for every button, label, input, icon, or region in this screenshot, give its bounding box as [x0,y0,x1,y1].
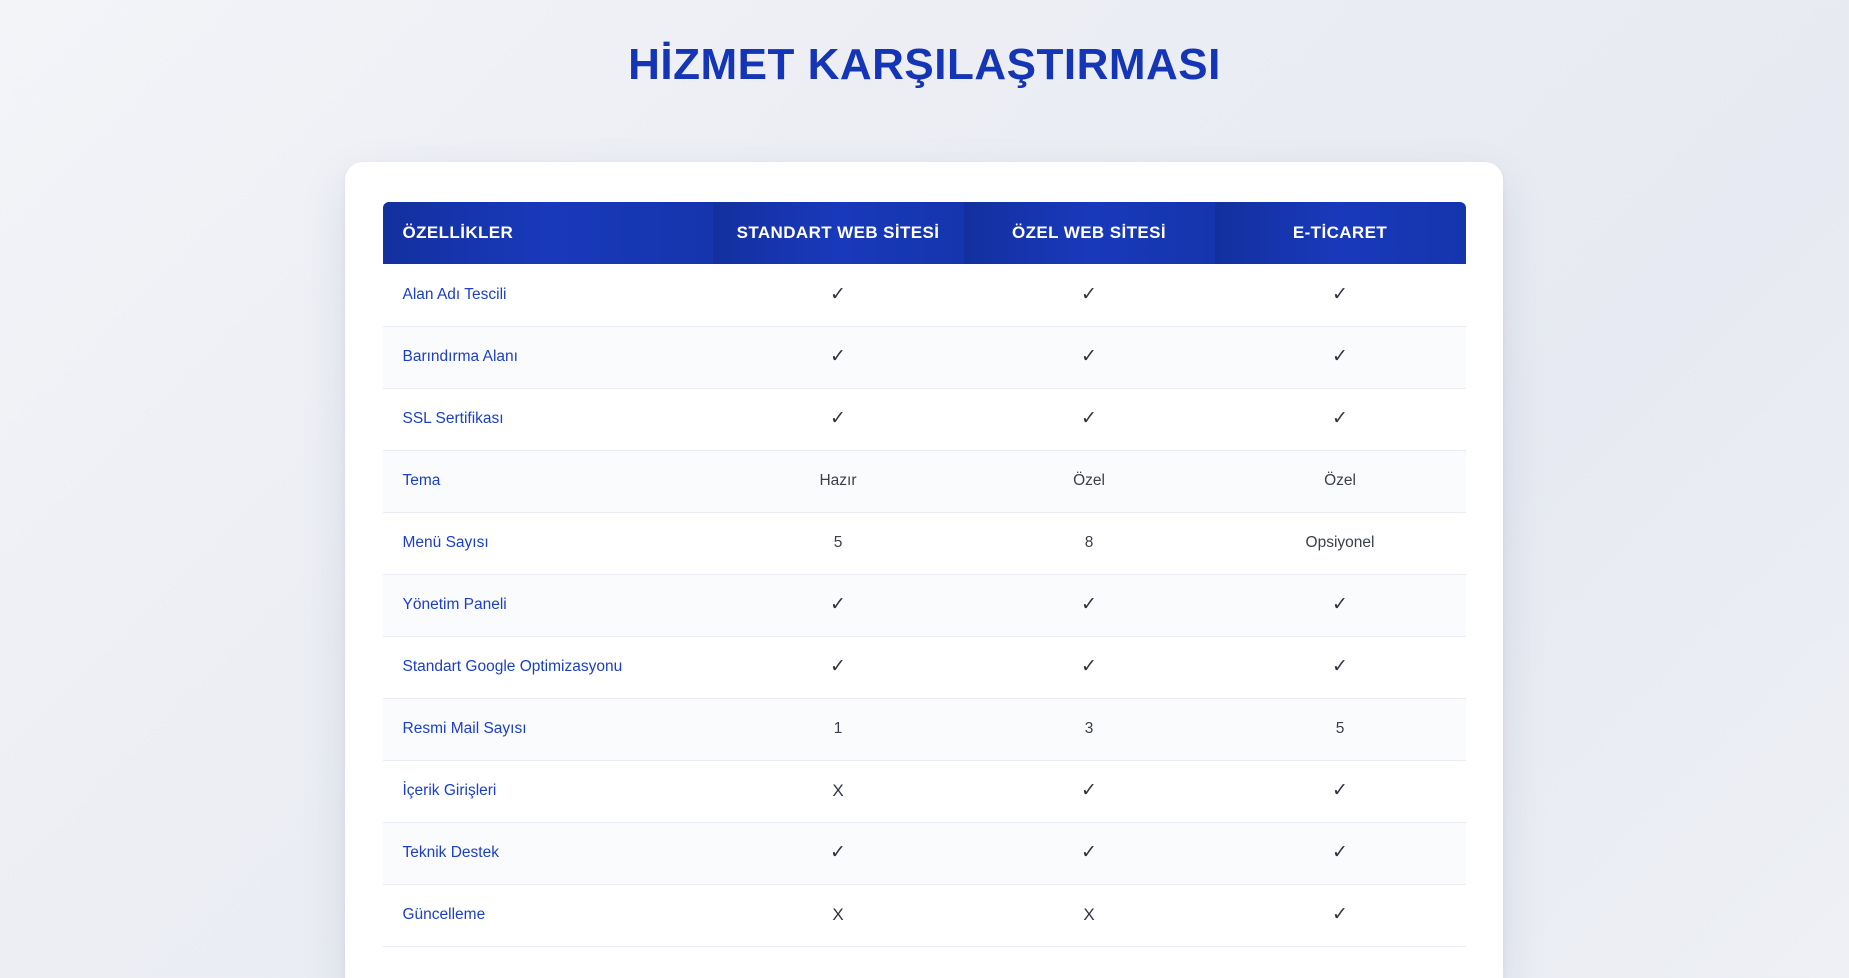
table-header [383,202,1466,264]
check-icon: ✓ [1081,408,1097,429]
row-feature-label: Barındırma Alanı [383,326,713,388]
cross-icon: X [1083,904,1095,924]
row-feature-label: Yönetim Paneli [383,574,713,636]
row-value-eticaret: Opsiyonel [1215,512,1466,574]
row-value-eticaret [1215,326,1466,388]
column-header-features: ÖZELLİKLER [383,202,713,264]
row-value-eticaret [1215,264,1466,326]
row-value-ozel [964,884,1215,946]
check-icon: ✓ [830,656,846,677]
table-row [383,388,1466,450]
row-value-ozel: Özel [964,450,1215,512]
column-header-ozel-web-sitesi: ÖZEL WEB SİTESİ [964,202,1215,264]
service-comparison-table [383,202,1466,947]
cross-icon: X [832,904,844,924]
row-value-eticaret [1215,636,1466,698]
row-feature-label: Tema [383,450,713,512]
check-icon: ✓ [1081,594,1097,615]
row-feature-label: Güncelleme [383,884,713,946]
check-icon: ✓ [1332,408,1348,429]
row-feature-label: Menü Sayısı [383,512,713,574]
row-value-eticaret [1215,760,1466,822]
row-value-ozel [964,822,1215,884]
row-feature-label: Alan Adı Tescili [383,264,713,326]
row-value-ozel [964,388,1215,450]
check-icon: ✓ [830,283,846,305]
row-value-standart: 5 [713,512,964,574]
table-row [383,264,1466,326]
row-value-standart [713,884,964,946]
table-body [383,264,1466,946]
row-feature-label: Standart Google Optimizasyonu [383,636,713,698]
check-icon: ✓ [1332,842,1348,863]
table-header-row [383,202,1466,264]
check-icon: ✓ [830,594,846,615]
cross-icon: X [832,780,844,800]
row-value-eticaret: 5 [1215,698,1466,760]
row-value-eticaret: Özel [1215,450,1466,512]
row-value-standart [713,574,964,636]
comparison-card [345,162,1503,978]
row-feature-label: SSL Sertifikası [383,388,713,450]
check-icon: ✓ [1332,594,1348,615]
row-feature-label: Resmi Mail Sayısı [383,698,713,760]
table-row [383,326,1466,388]
check-icon: ✓ [1332,283,1348,305]
table-row [383,512,1466,574]
row-value-eticaret [1215,574,1466,636]
table-row [383,822,1466,884]
check-icon: ✓ [830,346,846,367]
row-value-eticaret [1215,388,1466,450]
check-icon: ✓ [1081,346,1097,367]
row-value-standart: 1 [713,698,964,760]
row-value-standart: Hazır [713,450,964,512]
check-icon: ✓ [1081,656,1097,677]
row-value-ozel [964,636,1215,698]
table-row [383,636,1466,698]
row-value-standart [713,264,964,326]
check-icon: ✓ [1081,283,1097,305]
page-title: HİZMET KARŞILAŞTIRMASI [628,40,1221,89]
row-value-eticaret [1215,884,1466,946]
check-icon: ✓ [830,842,846,863]
row-value-standart [713,822,964,884]
row-value-standart [713,326,964,388]
row-value-standart [713,760,964,822]
row-value-ozel [964,760,1215,822]
check-icon: ✓ [1332,780,1348,801]
column-header-standart-web-sitesi: STANDART WEB SİTESİ [713,202,964,264]
row-value-ozel [964,326,1215,388]
table-row [383,574,1466,636]
row-feature-label: Teknik Destek [383,822,713,884]
row-value-eticaret [1215,822,1466,884]
check-icon: ✓ [1081,780,1097,801]
check-icon: ✓ [1332,656,1348,677]
row-value-ozel [964,264,1215,326]
row-value-standart [713,636,964,698]
check-icon: ✓ [1332,904,1348,925]
row-value-ozel [964,574,1215,636]
table-row [383,760,1466,822]
column-header-e-ticaret: E-TİCARET [1215,202,1466,264]
table-row [383,698,1466,760]
table-row [383,884,1466,946]
check-icon: ✓ [1081,842,1097,863]
row-value-ozel: 3 [964,698,1215,760]
row-value-standart [713,388,964,450]
row-value-ozel: 8 [964,512,1215,574]
table-row [383,450,1466,512]
row-feature-label: İçerik Girişleri [383,760,713,822]
check-icon: ✓ [830,408,846,429]
check-icon: ✓ [1332,346,1348,367]
